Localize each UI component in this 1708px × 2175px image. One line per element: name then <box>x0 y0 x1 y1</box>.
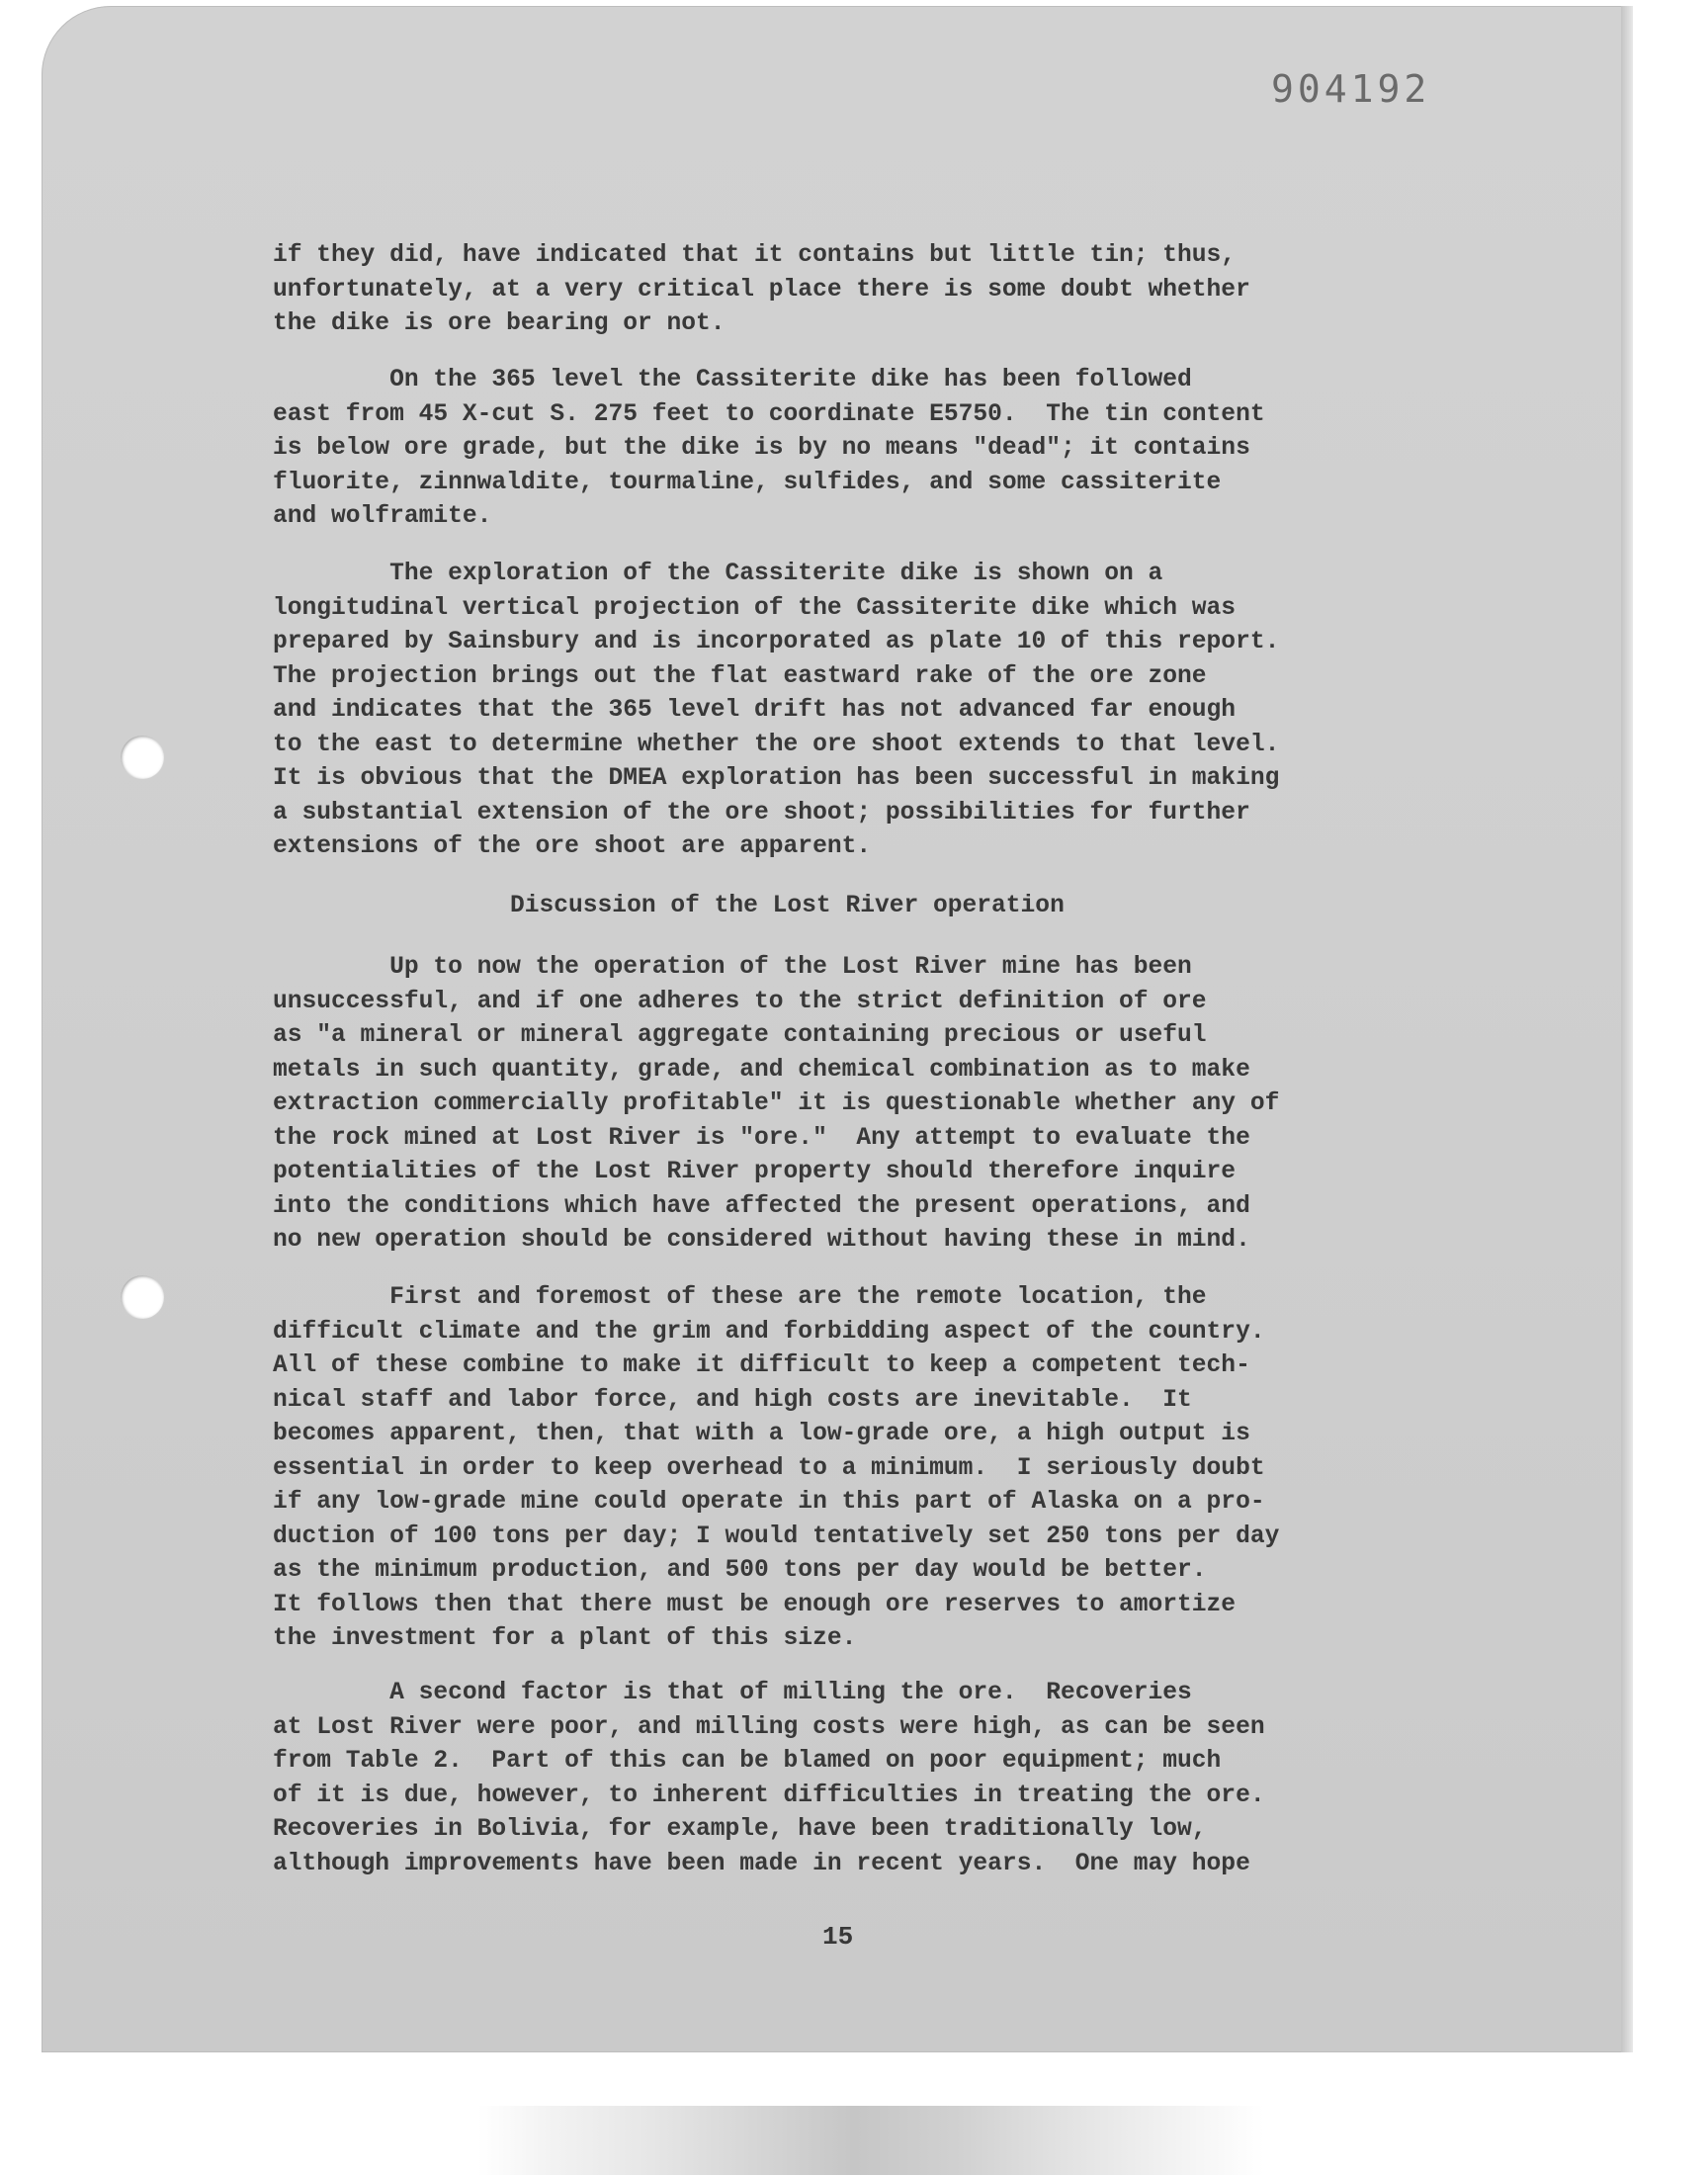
paragraph-line: It follows then that there must be enough ore reserves to amortize <box>273 1591 1237 1618</box>
paragraph-line: into the conditions which have affected the present operations, and <box>273 1192 1250 1220</box>
paragraph-line: longitudinal vertical projection of the Cassiterite dike which was <box>273 594 1237 622</box>
paragraph-line: duction of 100 tons per day; I would tentatively set 250 tons per day <box>273 1522 1280 1550</box>
paragraph-line: The projection brings out the flat eastward rake of the ore zone <box>273 662 1207 690</box>
paragraph-line: unfortunately, at a very critical place there is some doubt whether <box>273 276 1250 304</box>
paragraph-line: the investment for a plant of this size. <box>273 1625 857 1652</box>
paragraph-line: as the minimum production, and 500 tons per day would be better. <box>273 1557 1207 1584</box>
paragraph-line: fluorite, zinnwaldite, tourmaline, sulfides, and some cassiterite <box>273 469 1222 496</box>
paragraph-line: First and foremost of these are the remote location, the <box>273 1284 1207 1311</box>
paragraph-line: All of these combine to make it difficult to keep a competent tech- <box>273 1352 1250 1379</box>
paragraph-line: A second factor is that of milling the ore. Recoveries <box>273 1680 1192 1706</box>
paragraph-line: east from 45 X-cut S. 275 feet to coordinate E5750. The tin content <box>273 400 1265 428</box>
punch-hole-upper <box>121 736 164 779</box>
paragraph-line: It is obvious that the DMEA exploration has been successful in making <box>273 765 1280 792</box>
paragraph-line: if any low-grade mine could operate in this part of Alaska on a pro- <box>273 1489 1265 1516</box>
section-heading: Discussion of the Lost River operation <box>510 893 1065 919</box>
paragraph-line: if they did, have indicated that it contains but little tin; thus, <box>273 242 1237 269</box>
paragraph-line: metals in such quantity, grade, and chemical combination as to make <box>273 1056 1250 1084</box>
page-number: 15 <box>822 1922 854 1952</box>
paragraph-1 <box>273 239 1439 342</box>
paragraph-line: the dike is ore bearing or not. <box>273 310 726 337</box>
paragraph-6 <box>273 1677 1439 1881</box>
scanner-streak <box>0 2106 1708 2175</box>
paragraph-line: Recoveries in Bolivia, for example, have been traditionally low, <box>273 1816 1207 1843</box>
document-page-id: 904192 <box>1271 67 1431 111</box>
paragraph-line: to the east to determine whether the ore shoot extends to that level. <box>273 731 1280 758</box>
paragraph-line: no new operation should be considered without having these in mind. <box>273 1227 1250 1254</box>
paragraph-line: although improvements have been made in recent years. One may hope <box>273 1850 1250 1877</box>
paragraph-3 <box>273 558 1439 865</box>
paragraph-line: a substantial extension of the ore shoot; possibilities for further <box>273 799 1250 826</box>
paragraph-line: the rock mined at Lost River is "ore." Any attempt to evaluate the <box>273 1124 1250 1152</box>
paper-edge-shadow <box>1621 6 1633 2052</box>
paragraph-line: Up to now the operation of the Lost River mine has been <box>273 954 1192 981</box>
paragraph-4 <box>273 951 1439 1259</box>
paragraph-line: extraction commercially profitable" it is questionable whether any of <box>273 1090 1280 1117</box>
paragraph-line: On the 365 level the Cassiterite dike has been followed <box>273 367 1192 393</box>
paragraph-line: nical staff and labor force, and high costs are inevitable. It <box>273 1386 1192 1414</box>
paragraph-line: essential in order to keep overhead to a minimum. I seriously doubt <box>273 1454 1265 1482</box>
paragraph-line: potentialities of the Lost River property should therefore inquire <box>273 1159 1237 1185</box>
paragraph-line: prepared by Sainsbury and is incorporated as plate 10 of this report. <box>273 629 1280 655</box>
paragraph-line: extensions of the ore shoot are apparent. <box>273 833 872 860</box>
punch-hole-lower <box>121 1275 164 1319</box>
paragraph-line: and indicates that the 365 level drift has not advanced far enough <box>273 697 1237 724</box>
paragraph-line: difficult climate and the grim and forbidding aspect of the country. <box>273 1318 1265 1346</box>
paragraph-line: and wolframite. <box>273 503 492 530</box>
paragraph-line: at Lost River were poor, and milling costs were high, as can be seen <box>273 1713 1265 1741</box>
paragraph-line: as "a mineral or mineral aggregate containing precious or useful <box>273 1022 1207 1049</box>
paragraph-line: of it is due, however, to inherent difficulties in treating the ore. <box>273 1782 1265 1809</box>
paragraph-line: unsuccessful, and if one adheres to the strict definition of ore <box>273 988 1207 1015</box>
paragraph-5 <box>273 1281 1439 1657</box>
paragraph-line: from Table 2. Part of this can be blamed on poor equipment; much <box>273 1748 1222 1775</box>
paragraph-line: is below ore grade, but the dike is by no means "dead"; it contains <box>273 435 1250 462</box>
paragraph-line: becomes apparent, then, that with a low-grade ore, a high output is <box>273 1421 1250 1447</box>
paragraph-2 <box>273 364 1439 535</box>
paragraph-line: The exploration of the Cassiterite dike is shown on a <box>273 561 1163 587</box>
